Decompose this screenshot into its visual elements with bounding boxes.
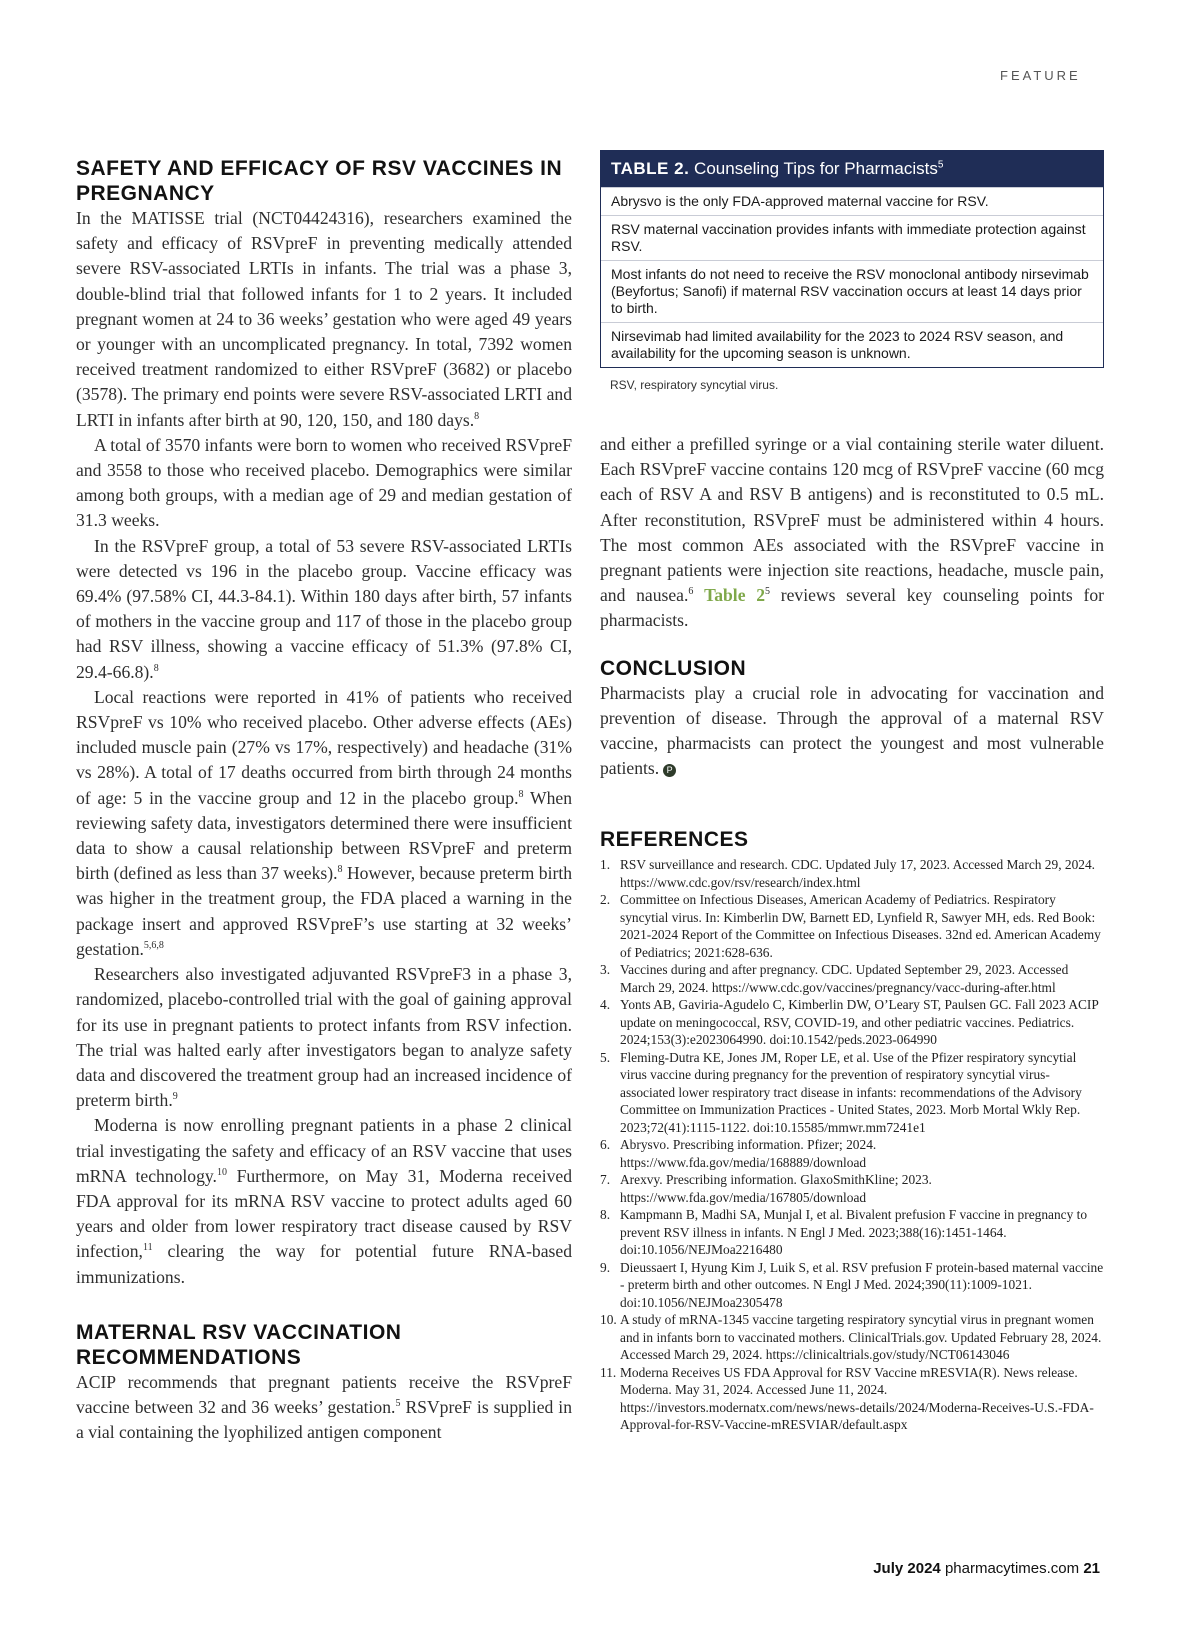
reference-item: 11. Moderna Receives US FDA Approval for RSV Vaccine mRESVIA(R). News release. Moderna. May 31, 2024. Accessed June 11, 2024. https://investors.modernatx.com/news/news-details/2024/Moderna-Receives-U.S.-FDA-Approval-for-RSV-Vaccine-mRESVIAR/default.aspx: [600, 1364, 1094, 1433]
running-head: FEATURE: [1000, 68, 1081, 83]
table-row: Nirsevimab had limited availability for the 2023 to 2024 RSV season, and availability for the upcoming season is unknown.: [601, 322, 1103, 367]
issue-date: July 2024: [873, 1560, 941, 1577]
page-number: 21: [1083, 1560, 1100, 1577]
section-heading-safety-efficacy: SAFETY AND EFFICACY OF RSV VACCINES IN PREGNANCY: [76, 157, 563, 205]
section-heading-references: REFERENCES: [600, 828, 749, 852]
reference-item: 4. Yonts AB, Gaviria-Agudelo C, Kimberlin DW, O’Leary ST, Paulsen GC. Fall 2023 ACIP update on meningococcal, RSV, COVID-19, and other pediatric vaccines. Pediatrics. 2024;153(3):e2023064990. doi:10.1542/peds.2023-064990: [600, 997, 1099, 1048]
reference-item: 10. A study of mRNA-1345 vaccine targeting respiratory syncytial virus in pregnant women and in infants born to vaccinated mothers. ClinicalTrials.gov. Updated February 28, 2024. Accessed March 29, 2024. https://clinicaltrials.gov/study/NCT06143046: [600, 1312, 1102, 1363]
table-footnote: RSV, respiratory syncytial virus.: [610, 378, 779, 392]
reference-item: 7. Arexvy. Prescribing information. GlaxoSmithKline; 2023. https://www.fda.gov/media/167805/download: [600, 1172, 932, 1205]
paragraph: Moderna is now enrolling pregnant patients in a phase 2 clinical trial investigating the safety and efficacy of an RSV vaccine that uses mRNA technology.$^{10}$ Furthermore, on May 31, Moderna received FDA approval for its mRNA RSV vaccine to protect adults aged 60 years and older from lower respiratory tract disease caused by RSV infection,$^{11}$ clearing the way for potential future RNA-based immunizations.: [76, 1115, 572, 1287]
table-label: TABLE 2.: [611, 159, 690, 178]
paragraph: ACIP recommends that pregnant patients receive the RSVpreF vaccine between 32 and 36 weeks’ gestation.$^5$ RSVpreF is supplied in a vial containing the lyophilized antigen component: [76, 1371, 572, 1443]
reference-item: 8. Kampmann B, Madhi SA, Munjal I, et al. Bivalent prefusion F vaccine in pregnancy to prevent RSV illness in infants. N Engl J Med. 2023;388(16):1451-1464. doi:10.1056/NEJMoa2216480: [600, 1207, 1088, 1258]
paragraph: Pharmacists play a crucial role in advocating for vaccination and prevention of disease. Through the approval of a maternal RSV vaccine, pharmacists can protect the youngest and most vulnerable patients. P: [600, 682, 1104, 779]
paragraph: A total of 3570 infants were born to women who received RSVpreF and 3558 to those who received placebo. Demographics were similar among both groups, with a median age of 29 and median gestation of 31.3 weeks.: [76, 434, 572, 531]
reference-item: 1. RSV surveillance and research. CDC. Updated July 17, 2023. Accessed March 29, 2024. https://www.cdc.gov/rsv/research/index.html: [600, 857, 1096, 890]
section-heading-maternal-recommendations: MATERNAL RSV VACCINATION RECOMMENDATIONS: [76, 1320, 402, 1369]
reference-item: 2. Committee on Infectious Diseases, American Academy of Pediatrics. Respiratory syncytial virus. In: Kimberlin DW, Barnett ED, Lynfield R, Sawyer MH, eds. Red Book: 2021-2024 Report of the Committee on Infectious Diseases. 32nd ed. American Academy of Pediatrics; 2021:628-636.: [600, 892, 1101, 960]
table-row: Abrysvo is the only FDA-approved maternal vaccine for RSV.: [601, 187, 1103, 215]
paragraph: In the MATISSE trial (NCT04424316), researchers examined the safety and efficacy of RSVpreF in preventing medically attended severe RSV-associated LRTIs in infants. The trial was a phase 3, double-blind trial that followed infants for 1 to 2 years. It included pregnant women at 24 to 36 weeks’ gestation who were aged 49 years or younger with an uncomplicated pregnancy. In total, 7392 women received treatment randomized to either RSVpreF (3682) or placebo (3578). The primary end points were severe RSV-associated LRTI and LRTI in infants after birth at 90, 120, 150, and 180 days.$^8$: [76, 208, 572, 430]
section-heading-conclusion: CONCLUSION: [600, 656, 747, 680]
table-title-bar: TABLE 2. Counseling Tips for Pharmacists$^5$: [601, 151, 1103, 187]
paragraph-continued: and either a prefilled syringe or a vial containing sterile water diluent. Each RSVpreF vaccine contains 120 mcg of RSVpreF vaccine (60 mcg each of RSV A and RSV B antigens) and is reconstituted to 0.5 mL. After reconstitution, RSVpreF must be administered within 4 hours. The most common AEs associated with the RSVpreF vaccine in pregnant patients were injection site reactions, headache, muscle pain, and nausea.$^6$ Table $2^5$ reviews several key counseling points for pharmacists.: [600, 434, 1104, 631]
paragraph: Researchers also investigated adjuvanted RSVpreF3 in a phase 3, randomized, placebo-controlled trial with the goal of gaining approval for its use in pregnant patients to protect infants from RSV infection. The trial was halted early after investigators began to analyze safety data and discovered the treatment group had an increased incidence of preterm birth.$^9$: [76, 964, 572, 1111]
reference-item: 5. Fleming-Dutra KE, Jones JM, Roper LE, et al. Use of the Pfizer respiratory syncytial virus vaccine during pregnancy for the prevention of respiratory syncytial virus-associated lower respiratory tract disease in infants: recommendations of the Advisory Committee on Immunization Practices - United States, 2023. Morb Mortal Wkly Rep. 2023;72(41):1115-1122. doi:10.15585/mmwr.mm7241e1: [600, 1049, 1082, 1135]
right-column: [600, 150, 1104, 1434]
table-row: Most infants do not need to receive the RSV monoclonal antibody nirsevimab (Beyfortus; Sanofi) if maternal RSV vaccination occurs at least 14 days prior to birth.: [601, 260, 1103, 322]
reference-list: [600, 856, 1104, 1434]
paragraph: Local reactions were reported in 41% of patients who received RSVpreF vs 10% who received placebo. Other adverse effects (AEs) included muscle pain (27% vs 17%, respectively) and headache (31% vs 28%). A total of 17 deaths occurred from birth through 24 months of age: 5 in the vaccine group and 12 in the placebo group.$^8$ When reviewing safety data, investigators determined there were insufficient data to show a causal relationship between RSVpreF and preterm birth (defined as less than 37 weeks).$^8$ However, because preterm birth was higher in the treatment group, the FDA placed a warning in the package insert and approved RSVpreF’s use starting at 32 weeks’ gestation.$^{5,6,8}$: [76, 686, 572, 959]
table-row: RSV maternal vaccination provides infants with immediate protection against RSV.: [601, 215, 1103, 260]
table-title: Counseling Tips for Pharmacists: [694, 159, 938, 178]
page-footer: [800, 1560, 1100, 1577]
counseling-tips-table: [600, 150, 1104, 368]
left-column: [76, 156, 572, 1445]
end-mark-icon: P: [663, 764, 676, 777]
reference-item: 6. Abrysvo. Prescribing information. Pfizer; 2024. https://www.fda.gov/media/168889/download: [600, 1137, 877, 1170]
table-2-link[interactable]: Table 2: [704, 585, 766, 606]
site-url: pharmacytimes.com: [944, 1560, 1080, 1577]
reference-item: 3. Vaccines during and after pregnancy. CDC. Updated September 29, 2023. Accessed March 29, 2024. https://www.cdc.gov/vaccines/pregnancy/vacc-during-after.html: [600, 962, 1069, 995]
reference-item: 9. Dieussaert I, Hyung Kim J, Luik S, et al. RSV prefusion F protein-based maternal vaccine - preterm birth and other outcomes. N Engl J Med. 2024;390(11):1009-1021. doi:10.1056/NEJMoa2305478: [600, 1259, 1104, 1310]
paragraph: In the RSVpreF group, a total of 53 severe RSV-associated LRTIs were detected vs 196 in the placebo group. Vaccine efficacy was 69.4% (97.58% CI, 44.3-84.1). Within 180 days after birth, 57 infants of mothers in the vaccine group and 117 of those in the placebo group had RSV illness, showing a vaccine efficacy of 51.3% (97.8% CI, 29.4-66.8).$^8$: [76, 535, 572, 682]
